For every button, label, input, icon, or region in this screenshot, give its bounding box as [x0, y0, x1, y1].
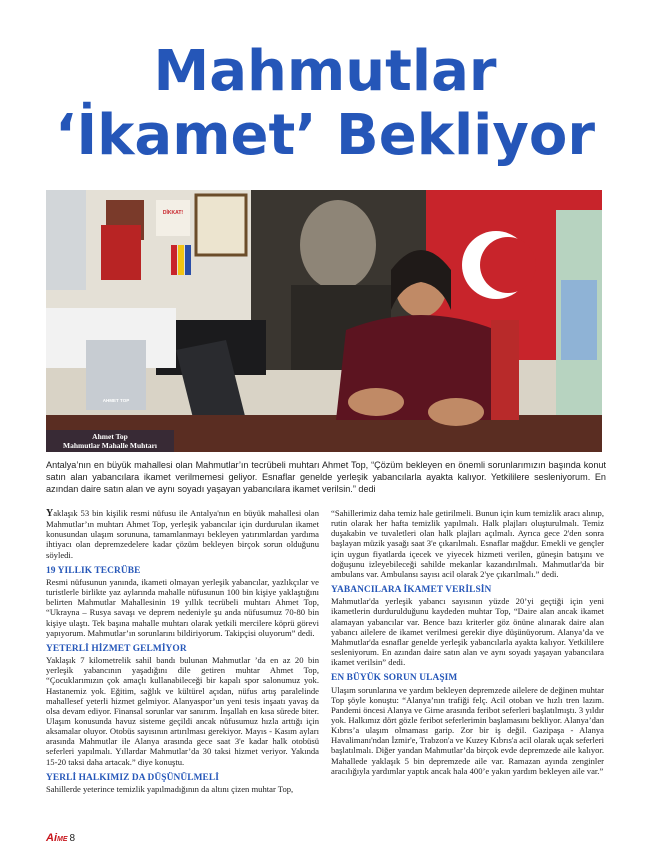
caption-title: Mahmutlar Mahalle Muhtarı — [62, 441, 158, 450]
caption-name: Ahmet Top — [92, 432, 128, 441]
section-paragraph: Yaklaşık 7 kilometrelik sahil bandı bulunan Mahmutlar ’da en az 20 bin yerleşik yabancının yaşadığını dile getiren muhtar Ahmet Top, “Çocuklarımızın çok amaçlı kullanabileceği bir kapalı spor salonumuz yok. Hastanemiz yok. Eğitim, sağlık ve kültürel açıdan, nüfus artış paralelinde mahallesef yeterli hizmet gelmiyor. Alanyaspor’un yeni tesis inşaatı yavaş da olsa devam ediyor. Finansal sorunlar var sanırım. İnşallah en kısa sürede biter. Ulaşım konusunda havuz sisteme geçildi ancak nüfusumuz hızla arttığı için aksamalar oluyor. Otobüs sayısının artırılması gerekiyor. Mayıs - Kasım ayları arasında Mahmutlar ile Alanya arasında gece saat 3'e kadar halk otobüsü seferleri yapılmalı. Yıllardar Mahmutlar’da 30 taksi hizmet veriyor. Yakında 15-20 taksi daha artacak.” diye konuştu. — [46, 655, 319, 767]
intro-paragraph — [46, 508, 319, 560]
section-paragraph: “Sahillerimiz daha temiz hale getirilmeli. Bunun için kum temizlik aracı alınıp, rutin olarak her hafta temizlik yapılmalı. Halk plajları oluşturulmalı. Temiz duşakabin ve tuvaletleri olan halk plajları açılmalı. Ayrıca gece 2'den sonra başlayan müzik yasağı saat 3'e çıkarılmalı. Esnaflar mağdur. Emekli ve gençler için uygun fiyatlarda içecek ve yiyecek hizmeti verilen, güneşin batışını ve doğuşunu izleyebileceği sahilde mekanlar kazandırılmalı. Mahmutlar'da bir ambulans var. Ambulansı sayısı acil olarak 2'ye çıkarılmalı.” dedi. — [331, 508, 604, 579]
section-heading-service: YETERLİ HİZMET GELMİYOR — [46, 643, 187, 654]
desk-nameplate: AHMET TOP — [102, 398, 130, 403]
section-heading-residence: YABANCILARA İKAMET VERİLSİN — [331, 585, 492, 596]
intro-text: aklaşık 53 bin kişilik resmi nüfusu ile Antalya'nın en büyük mahallesi olan Mahmutlar’ın muhtarı Ahmet Top, yerleşik yabancılar için durdurulan ikamet konusundan ulaşım sorununa, tamamlanmayı bekleyen yatırımlardan yardıma ihtiyacı olan depremzedelere kadar çözüm bekleyen birçok sorun olduğunu söyledi. — [46, 508, 319, 560]
section-paragraph: Resmi nüfusunun yanında, ikameti olmayan yerleşik yabancılar, yazlıkçılar ve turistlerle birlikte yaz aylarında mahalle nüfusunun 100 bin kişiye yaklaştığını belirten Mahmutlar Mahallesinin 19 yıllık tecrübeli muhtarı Ahmet Top, “Ukrayna – Rusya savaşı ve deprem nedeniyle şu anda nüfusumuz 70-80 bin kişiye ulaştı. Tek başına mahalle muhtarı olarak yetkili mercilere köprü görevi yapıyorum. Mahmutlar’ın sorunlarını bildiriyorum. Takipçisi oluyorum” dedi. — [46, 576, 319, 638]
lead-paragraph: Antalya’nın en büyük mahallesi olan Mahmutlar’ın tecrübeli muhtarı Ahmet Top, “Çözüm bekleyen en önemli sorunlarımızın başında konut satın alan yabancılara ikamet verilmemesi geliyor. Esnaflar genelde yerleşik yabancılarla ayakta kalıyor. Yetkililere sesleniyorum. En azından daire satın alan ve aynı soyadı yaşayan yabancılara ikamet verilsin.” dedi — [46, 460, 606, 494]
section-paragraph: Ulaşım sorunlarına ve yardım bekleyen depremzede ailelere de değinen muhtar Top şöyle konuştu: “Alanya’nın trafiği felç. Acil otoban ve hızlı tren lazım. Pandemi öncesi Alanya ve Girne arasında feribot seferleri başlatılmıştı. 3 yıldır yok. Halkımız dört gözle feribot seferlerimin başlamasını bekliyor. Alanya’dan Kıbrıs’a ulaşım olmaması garip. Zor bir iş değil. Gazipaşa - Alanya Havalimanı'ndan İzmir'e, Trabzon'a ve Kuzey Kıbrıs'a acil olarak uçak seferleri başlatılmalı. Diğer yandan Mahmutlar’da birçok evde depremzede aile kalıyor. Mahallede yaklaşık 5 bin depremzede aile var. Ramazan ayında zenginler aracılığıyla yardımlar yaptık ancak hala 400’e yakın yardım bekleyen aile var.” — [331, 684, 604, 776]
magazine-logo: AiME — [46, 832, 68, 844]
section-paragraph: Sahillerde yeterince temizlik yapılmadığının da altını çizen muhtar Top, — [46, 783, 294, 794]
page-number: 8 — [69, 833, 76, 844]
headline-line-1: Mahmutlar — [153, 39, 497, 104]
page-footer — [46, 832, 75, 844]
article-column-right — [331, 508, 604, 782]
section-heading-transport: EN BÜYÜK SORUN ULAŞIM — [331, 673, 458, 684]
section-heading-locals: YERLİ HALKIMIZ DA DÜŞÜNÜLMELİ — [46, 772, 219, 783]
article-photo — [46, 190, 602, 452]
warning-sign-text: DİKKAT! — [162, 210, 184, 216]
article-column-left — [46, 508, 319, 800]
section-paragraph: Mahmutlar'da yerleşik yabancı sayısının yüzde 20’yi geçtiği için yeni ikametlerin durdurulduğunu kaydeden muhtar Top, “Daire alan ancak ikamet alamayan yabancılar var. Bence bazı kriterler göz önüne alınarak daire alan yabancı ailelere de ikamet verilmesi gerekir diye düşünüyorum. Alanya’da ve Mahmutlar'da esnaflar genelde yerleşik yabancılarla ayakta kalıyor. Yetkililere sesleniyorum. En azından daire satın alan ve aynı soyadı yaşayan yabancılara ikamet verilsin” dedi. — [331, 596, 604, 668]
photo-caption — [46, 430, 174, 452]
headline-line-2: ‘İkamet’ Bekliyor — [55, 103, 595, 168]
section-heading-experience: 19 YILLIK TECRÜBE — [46, 565, 141, 576]
office-scene-illustration — [46, 190, 602, 452]
drop-cap: Y — [46, 508, 54, 519]
